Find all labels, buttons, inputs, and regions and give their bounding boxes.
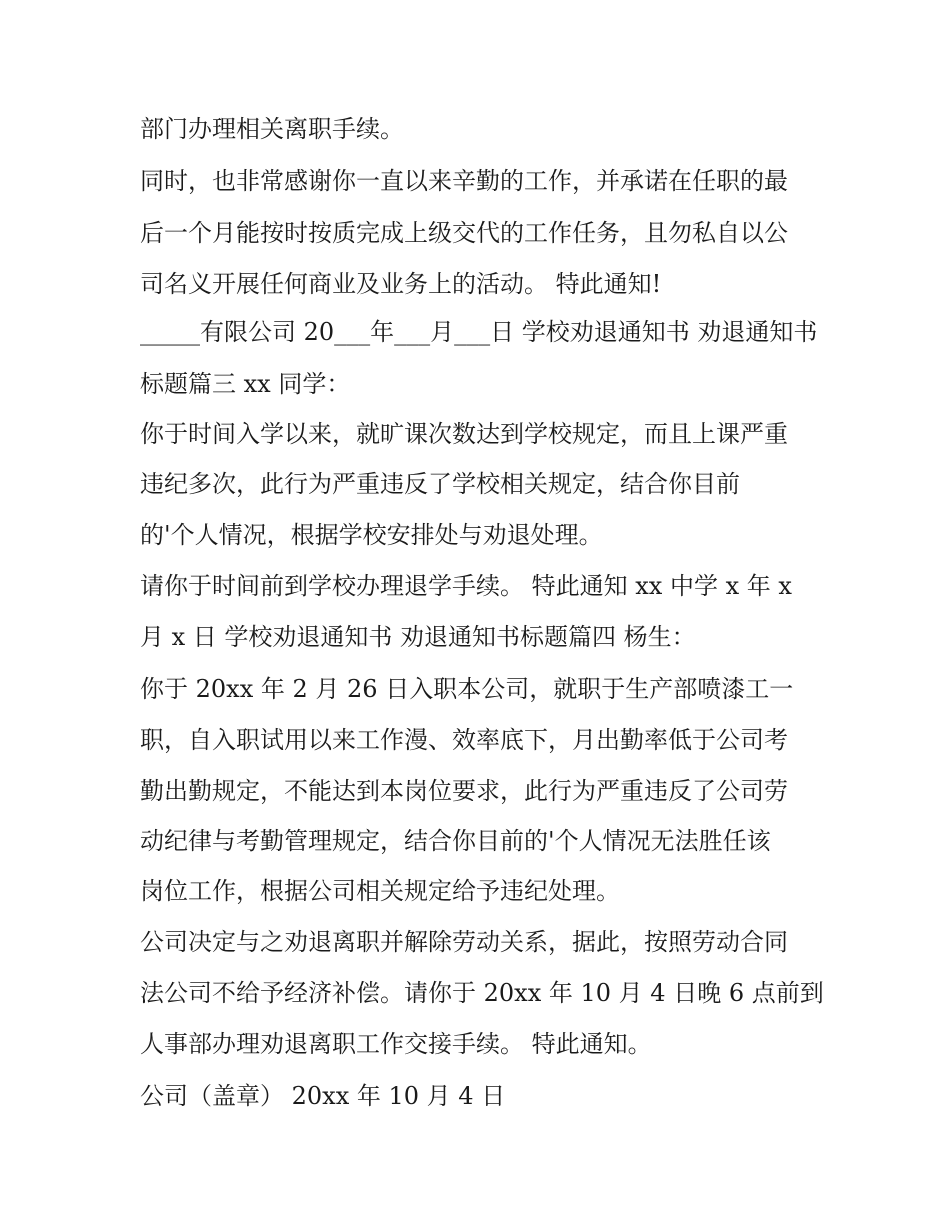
text-line: 公司决定与之劝退离职并解除劳动关系，据此，按照劳动合同 xyxy=(140,928,788,956)
text-line: 你于时间入学以来，就旷课次数达到学校规定，而且上课严重 xyxy=(140,420,788,448)
text-line: 的'个人情况，根据学校安排处与劝退处理。 xyxy=(140,521,603,549)
text-line: 请你于时间前到学校办理退学手续。 特此通知 xx 中学 x 年 x xyxy=(140,572,792,600)
text-line: 月 x 日 学校劝退通知书 劝退通知书标题篇四 杨生： xyxy=(140,623,696,651)
text-line: _____有限公司 20___年___月___日 学校劝退通知书 劝退通知书 xyxy=(140,318,818,346)
text-line: 动纪律与考勤管理规定，结合你目前的'个人情况无法胜任该 xyxy=(140,827,771,855)
text-line: 职，自入职试用以来工作漫、效率底下，月出勤率低于公司考 xyxy=(140,726,788,754)
text-line: 后一个月能按时按质完成上级交代的工作任务，且勿私自以公 xyxy=(140,219,788,247)
text-line: 勤出勤规定，不能达到本岗位要求，此行为严重违反了公司劳 xyxy=(140,777,788,805)
text-line: 部门办理相关离职手续。 xyxy=(140,115,404,143)
text-line: 人事部办理劝退离职工作交接手续。 特此通知。 xyxy=(140,1030,652,1058)
text-line: 公司（盖章） 20xx 年 10 月 4 日 xyxy=(140,1082,506,1110)
text-line: 同时，也非常感谢你一直以来辛勤的工作，并承诺在任职的最 xyxy=(140,167,788,195)
text-line: 标题篇三 xx 同学： xyxy=(140,370,351,398)
text-line: 法公司不给予经济补偿。请你于 20xx 年 10 月 4 日晚 6 点前到 xyxy=(140,979,824,1007)
text-line: 岗位工作，根据公司相关规定给予违纪处理。 xyxy=(140,877,620,905)
text-line: 违纪多次，此行为严重违反了学校相关规定，结合你目前 xyxy=(140,470,740,498)
text-line: 司名义开展任何商业及业务上的活动。 特此通知! xyxy=(140,270,662,298)
text-line: 你于 20xx 年 2 月 26 日入职本公司，就职于生产部喷漆工一 xyxy=(140,675,794,703)
